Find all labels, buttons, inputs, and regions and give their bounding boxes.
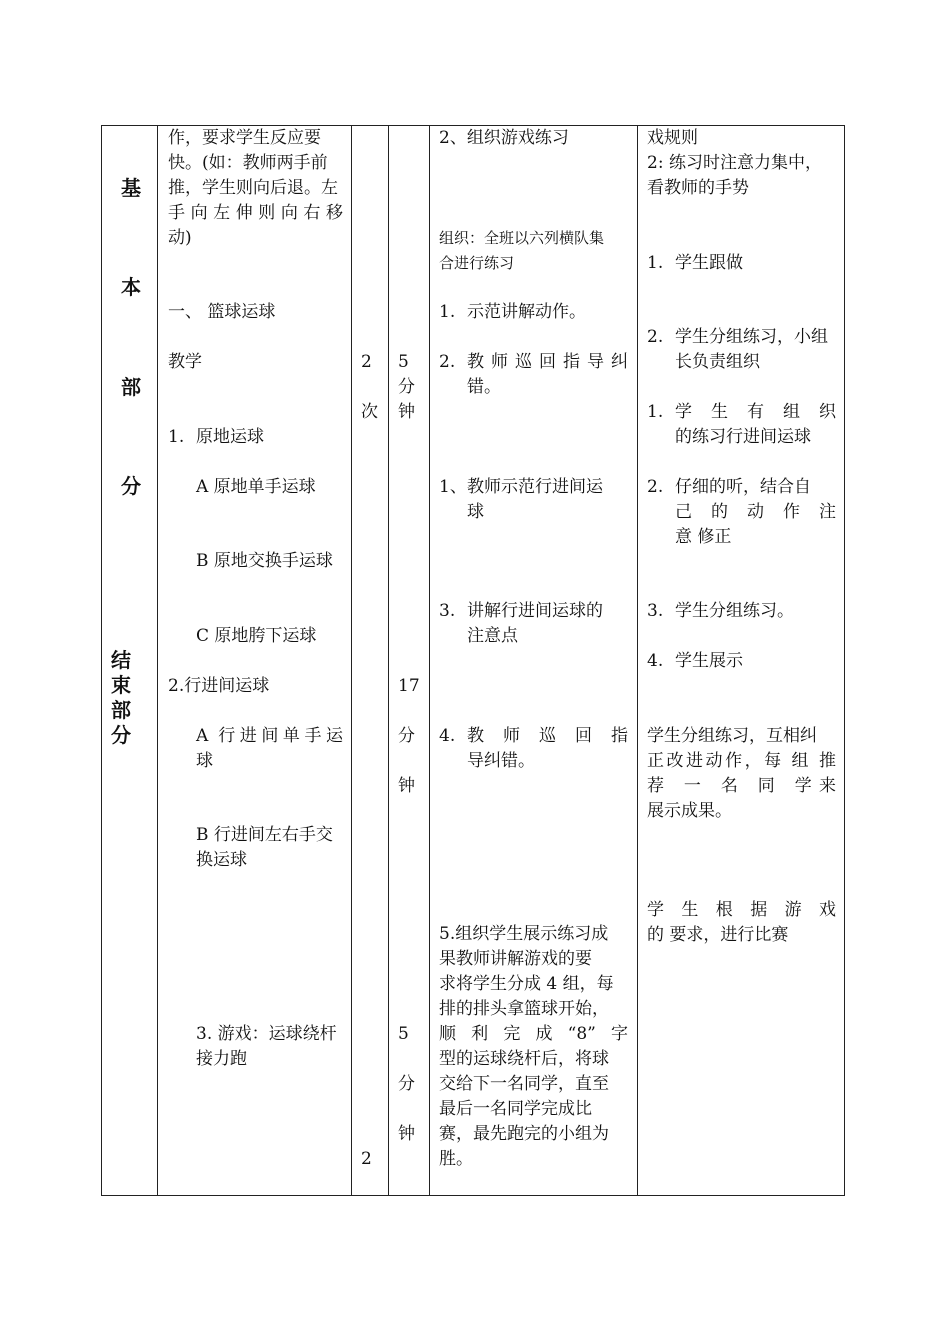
teacher-step: 错。 — [467, 377, 501, 397]
item-label: 接力跑 — [196, 1049, 247, 1069]
sub-item: C 原地胯下运球 — [196, 626, 317, 646]
content-intro-line: 作，要求学生反应要 — [168, 128, 321, 148]
sub-item: A 原地单手运球 — [196, 477, 316, 497]
student-step: 长负责组织 — [675, 352, 760, 372]
student-group-practice: 学生分组练习，互相纠 — [647, 726, 817, 746]
item-label: 2.行进间运球 — [168, 676, 270, 696]
student-step-number: 2. — [647, 477, 664, 497]
column-divider — [637, 125, 638, 1196]
item-label: 3. 游戏：运球绕杆 — [196, 1024, 337, 1044]
item-label: 原地运球 — [196, 427, 264, 447]
teacher-game-description: 胜。 — [439, 1149, 473, 1169]
duration-unit: 分 — [398, 1074, 415, 1094]
teacher-game-description: 交给下一名同学，直至 — [439, 1074, 609, 1094]
duration-unit: 钟 — [398, 1124, 415, 1144]
section-label-end: 分 — [111, 723, 131, 747]
count-unit: 次 — [361, 402, 378, 422]
sub-item: 换运球 — [196, 850, 247, 870]
student-step: 学生分组练习，小组 — [675, 327, 828, 347]
student-step: 学生跟做 — [675, 253, 743, 273]
teacher-step-number: 1. — [439, 302, 456, 322]
section-label-basic: 本 — [121, 275, 141, 299]
section-label-basic: 基 — [121, 176, 141, 200]
teacher-step: 教师示范行进间运 — [467, 477, 603, 497]
teacher-step: 教师巡回指 — [467, 726, 628, 746]
duration-value: 5 — [398, 1024, 409, 1044]
section-label-basic: 部 — [121, 375, 141, 399]
student-note: 看教师的手势 — [647, 178, 749, 198]
teacher-game-description: 5.组织学生展示练习成 — [439, 924, 609, 944]
teacher-step-number: 4. — [439, 726, 456, 746]
teacher-organize: 合进行练习 — [439, 254, 515, 272]
teacher-game-description: 排的排头拿篮球开始， — [439, 999, 609, 1019]
teacher-step: 讲解行进间运球的 — [467, 601, 603, 621]
teacher-step: 示范讲解动作。 — [467, 302, 586, 322]
student-group-practice: 展示成果。 — [647, 801, 732, 821]
column-divider — [351, 125, 352, 1196]
duration-unit: 分 — [398, 726, 415, 746]
student-step-number: 3. — [647, 601, 664, 621]
content-intro-line: 快。(如：教师两手前 — [168, 153, 328, 173]
teacher-step: 球 — [467, 502, 484, 522]
content-intro-line: 动) — [168, 228, 192, 248]
sub-item: 球 — [196, 751, 213, 771]
student-step: 的练习行进间运球 — [675, 427, 811, 447]
student-step: 学生展示 — [675, 651, 743, 671]
column-divider — [388, 125, 389, 1196]
student-step: 仔细的听，结合自 — [675, 477, 811, 497]
basketball-heading: 一、 篮球运球 — [168, 302, 276, 322]
duration-unit: 钟 — [398, 402, 415, 422]
teacher-step: 教师巡回指导纠 — [467, 352, 628, 372]
sub-item: B 行进间左右手交 — [196, 825, 333, 845]
student-step-number: 1. — [647, 253, 664, 273]
sub-item: A 行进间单手运 — [196, 726, 343, 746]
count-value: 2 — [361, 1149, 372, 1169]
student-note: 2: 练习时注意力集中， — [647, 153, 822, 173]
teacher-game-description: 顺利完成“8”字 — [439, 1024, 628, 1044]
student-step: 己的动作注 — [675, 502, 836, 522]
teacher-step-number: 3. — [439, 601, 456, 621]
student-group-practice: 荐 一 名 同 学来 — [647, 776, 836, 796]
teacher-game-description: 赛，最先跑完的小组为 — [439, 1124, 609, 1144]
teacher-game-heading: 2、组织游戏练习 — [439, 128, 569, 148]
student-step: 意 修正 — [675, 527, 732, 547]
content-intro-line: 推，学生则向后退。左 — [168, 178, 338, 198]
teacher-game-description: 果教师讲解游戏的要 — [439, 949, 592, 969]
section-label-end: 束 — [111, 673, 131, 697]
student-step: 学生有组织 — [675, 402, 836, 422]
student-step-number: 1. — [647, 402, 664, 422]
sub-item: B 原地交换手运球 — [196, 551, 333, 571]
duration-unit: 分 — [398, 377, 415, 397]
section-label-end: 部 — [111, 698, 131, 722]
student-group-practice: 正改进动作，每 组 推 — [647, 751, 836, 771]
student-step-number: 4. — [647, 651, 664, 671]
student-game: 学 生 根 据 游 戏 — [647, 900, 836, 920]
content-intro-line: 手向左伸则向右移 — [168, 203, 343, 223]
section-label-end: 结 — [111, 648, 131, 672]
column-divider — [429, 125, 430, 1196]
duration-value: 17 — [398, 676, 420, 696]
item-number: 1. — [168, 427, 185, 447]
teacher-step: 导纠错。 — [467, 751, 535, 771]
student-game: 的 要求，进行比赛 — [647, 925, 789, 945]
count-value: 2 — [361, 352, 372, 372]
teacher-game-description: 最后一名同学完成比 — [439, 1099, 592, 1119]
section-label-basic: 分 — [121, 474, 141, 498]
teacher-step-number: 2. — [439, 352, 456, 372]
student-step-number: 2. — [647, 327, 664, 347]
teacher-step: 注意点 — [467, 626, 518, 646]
teacher-step-number: 1、 — [439, 477, 467, 497]
duration-unit: 钟 — [398, 776, 415, 796]
teacher-game-description: 求将学生分成 4 组，每 — [439, 974, 614, 994]
teacher-game-description: 型的运球绕杆后，将球 — [439, 1049, 609, 1069]
student-rules: 戏规则 — [647, 128, 698, 148]
teaching-label: 教学 — [168, 352, 202, 372]
duration-value: 5 — [398, 352, 409, 372]
teacher-organize: 组织：全班以六列横队集 — [439, 229, 605, 247]
column-divider — [157, 125, 158, 1196]
student-step: 学生分组练习。 — [675, 601, 794, 621]
